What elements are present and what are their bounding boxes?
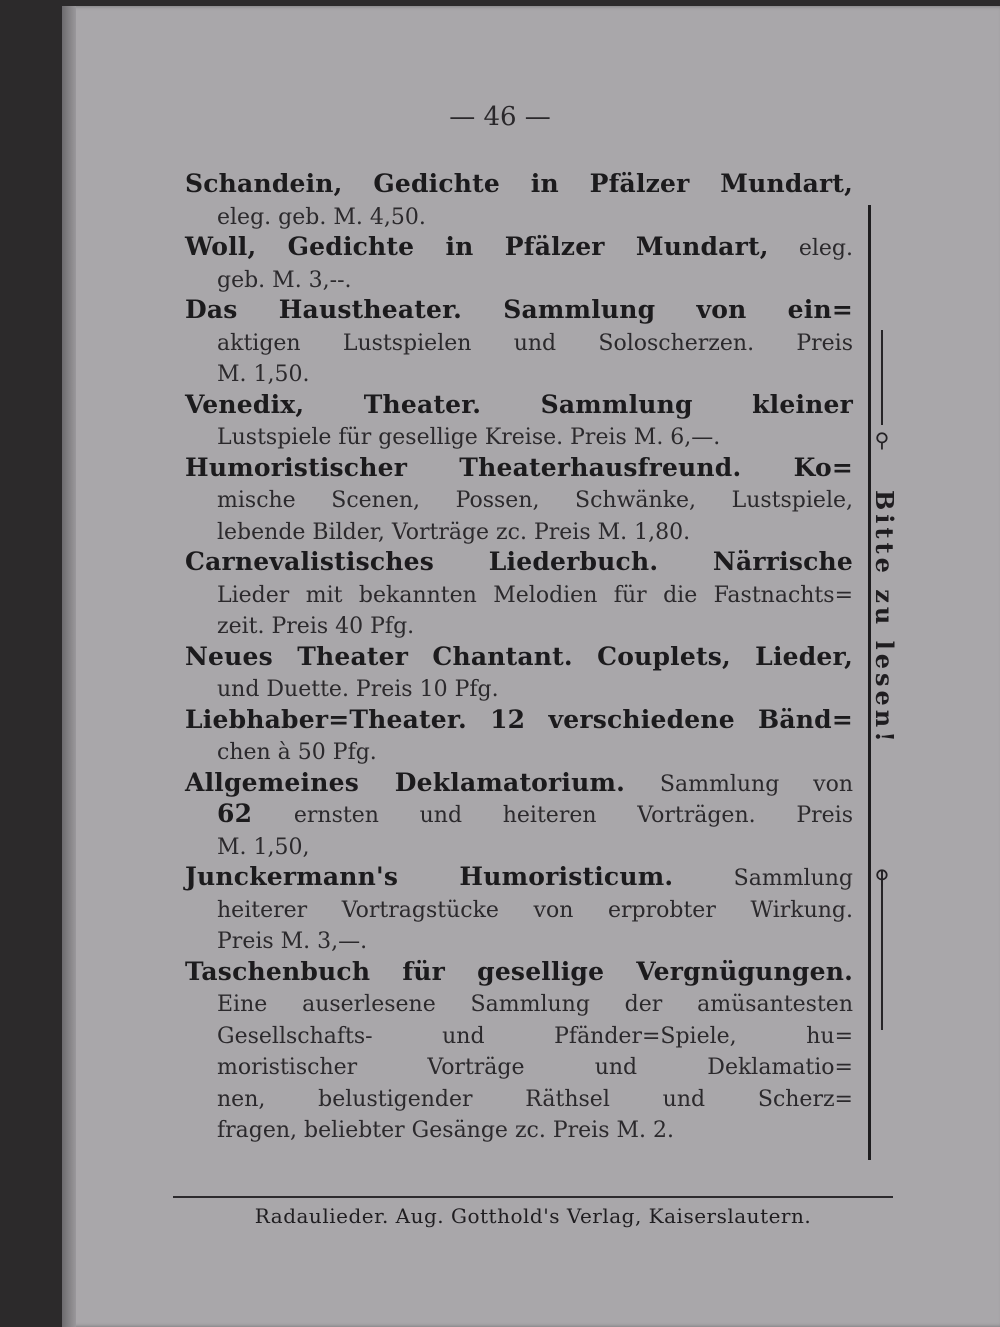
ornament-line-top [881, 330, 883, 425]
catalog-entry [185, 956, 853, 1145]
entry-title-line [185, 389, 853, 421]
entry-description-line [185, 263, 853, 295]
entry-title-line [185, 767, 853, 799]
entry-text: Preis M. 3,—. [217, 929, 368, 954]
catalog-entry [185, 641, 853, 704]
entry-text: fragen, beliebter Gesänge zc. Preis M. 2. [217, 1118, 675, 1143]
entry-title: Junckermann's Humoristicum. [185, 862, 674, 891]
catalog-entry [185, 704, 853, 767]
page-number: — 46 — [449, 102, 551, 132]
catalog-entry [185, 389, 853, 452]
catalog-entry [185, 294, 853, 389]
entry-description-line [185, 1019, 853, 1051]
entry-title-line [185, 704, 853, 736]
entry-text: lebende Bilder, Vorträge zc. Preis M. 1,80. [217, 519, 691, 545]
entry-description-line [185, 893, 853, 925]
entry-description-line [185, 515, 853, 547]
catalog-entry [185, 861, 853, 956]
footer-rule [173, 1196, 893, 1198]
entry-title: Taschenbuch für gesellige Vergnügungen. [185, 956, 853, 986]
ornament-bottom-icon: ⚲ [874, 865, 890, 889]
entry-description-line [185, 200, 853, 232]
entry-text: eleg. [798, 236, 854, 261]
entry-text: ernsten und heiteren Vorträgen. Preis [293, 803, 853, 828]
entry-title-line [185, 231, 853, 263]
entry-description-line [185, 798, 853, 830]
entry-description-line [185, 1050, 853, 1082]
catalog-entry [185, 546, 853, 641]
entry-text: M. 1,50, [217, 834, 310, 860]
entry-title: Liebhaber=Theater. 12 verschiedene Bänd= [185, 704, 853, 734]
entry-text: M. 1,50. [217, 362, 310, 387]
entry-title: Schandein, Gedichte in Pfälzer Mundart, [185, 169, 853, 198]
entry-description-line [185, 1082, 853, 1114]
footer-imprint: Radaulieder. Aug. Gotthold's Verlag, Kaiserslautern. [254, 1204, 812, 1228]
catalog-entry [185, 767, 853, 862]
entry-text: eleg. geb. M. 4,50. [217, 204, 426, 230]
entry-title-line [185, 452, 853, 484]
entry-text: nen, belustigender Räthsel und Scherz= [217, 1086, 853, 1112]
entry-title-line [185, 168, 853, 200]
entry-text: Sammlung [733, 866, 854, 891]
entry-title-line [185, 956, 853, 988]
entry-title: Neues Theater Chantant. Couplets, Lieder, [185, 641, 853, 671]
entry-text: geb. M. 3,--. [217, 267, 352, 293]
entry-title: 62 [217, 799, 253, 828]
entry-title-line [185, 641, 853, 673]
entry-description-line [185, 830, 853, 862]
entry-title: Carnevalistisches Liederbuch. Närrische [185, 547, 853, 576]
entry-title-line [185, 861, 853, 893]
entry-text: heiterer Vortragstücke von erprobter Wirkung. [217, 897, 853, 923]
entry-description-line [185, 735, 853, 767]
entry-description-line [185, 672, 853, 704]
entry-text: mische Scenen, Possen, Schwänke, Lustspiele, [217, 488, 853, 513]
entry-text: chen à 50 Pfg. [217, 740, 377, 765]
ornament-top-icon: ⚲ [874, 428, 890, 452]
entry-text: Eine auserlesene Sammlung der amüsantesten [217, 992, 853, 1017]
page-gutter-shadow [62, 6, 76, 1327]
entry-title-line [185, 546, 853, 578]
entry-title: Venedix, Theater. Sammlung kleiner [185, 389, 853, 419]
entry-description-line [185, 578, 853, 610]
entry-text: Sammlung von [659, 771, 853, 797]
entry-description-line [185, 924, 853, 956]
entry-text: Lustspiele für gesellige Kreise. Preis M. 6,—. [217, 425, 721, 450]
entry-title: Das Haustheater. Sammlung von ein= [185, 295, 853, 324]
entry-title-line [185, 294, 853, 326]
catalog-list [185, 168, 853, 1145]
entry-text: zeit. Preis 40 Pfg. [217, 614, 415, 639]
entry-description-line [185, 609, 853, 641]
entry-text: Lieder mit bekannten Melodien für die Fastnachts= [217, 582, 853, 608]
entry-title: Allgemeines Deklamatorium. [185, 767, 626, 797]
catalog-entry [185, 452, 853, 547]
entry-description-line [185, 1113, 853, 1145]
entry-text: Gesellschafts- und Pfänder=Spiele, hu= [217, 1023, 853, 1049]
ornament-line-bottom [881, 870, 883, 1030]
entry-text: aktigen Lustspielen und Soloscherzen. Preis [217, 330, 853, 356]
entry-text: moristischer Vorträge und Deklamatio= [217, 1055, 853, 1080]
entry-text: und Duette. Preis 10 Pfg. [217, 677, 499, 702]
entry-title: Woll, Gedichte in Pfälzer Mundart, [185, 232, 769, 261]
entry-description-line [185, 483, 853, 515]
entry-title: Humoristischer Theaterhausfreund. Ko= [185, 452, 853, 482]
entry-description-line [185, 987, 853, 1019]
side-vertical-text: Bitte zu lesen! [870, 490, 899, 746]
entry-description-line [185, 326, 853, 358]
catalog-entry [185, 231, 853, 294]
catalog-entry [185, 168, 853, 231]
entry-description-line [185, 420, 853, 452]
entry-description-line [185, 357, 853, 389]
